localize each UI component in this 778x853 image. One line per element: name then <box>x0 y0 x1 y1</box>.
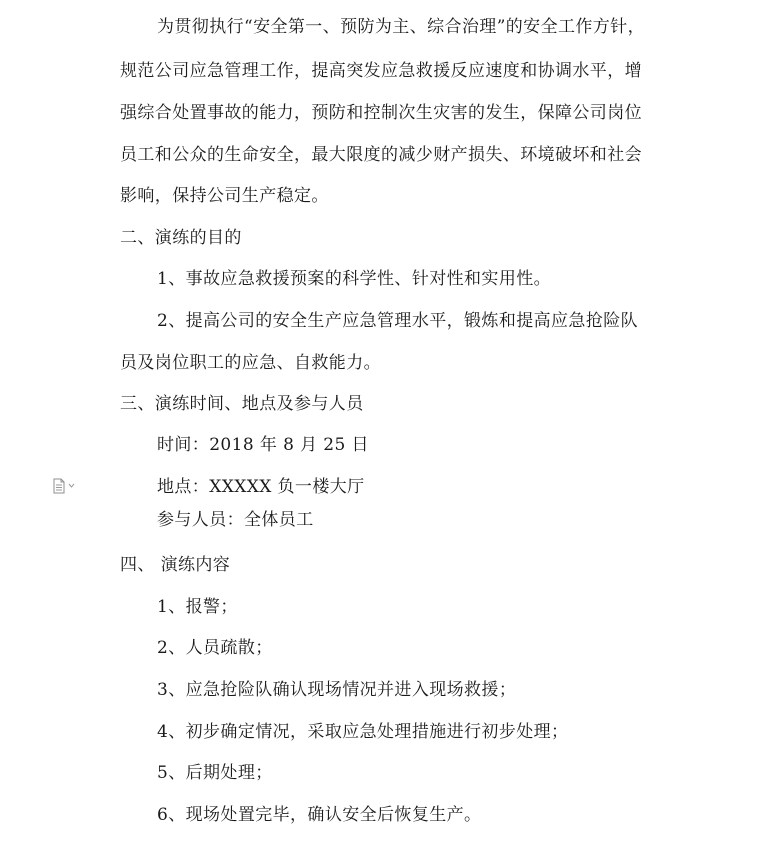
content-item-5: 5、后期处理； <box>157 763 273 783</box>
intro-line-2: 规范公司应急管理工作，提高突发应急救援反应速度和协调水平，增 <box>120 61 642 81</box>
content-item-1: 1、报警； <box>157 597 238 617</box>
section-heading-content: 四、 演练内容 <box>120 555 231 575</box>
content-item-4: 4、初步确定情况，采取应急处理措施进行初步处理； <box>157 722 569 742</box>
content-item-3: 3、应急抢险队确认现场情况并进入现场救援； <box>157 680 517 700</box>
purpose-item-2-line-1: 2、提高公司的安全生产应急管理水平，锻炼和提高应急抢险队 <box>157 311 639 331</box>
intro-line-5: 影响，保持公司生产稳定。 <box>120 186 329 206</box>
intro-line-4: 员工和公众的生命安全，最大限度的减少财产损失、环境破坏和社会 <box>120 145 642 165</box>
purpose-item-2-line-2: 员及岗位职工的应急、自救能力。 <box>120 353 381 373</box>
section-heading-purpose: 二、演练的目的 <box>120 228 242 248</box>
section-heading-time-place: 三、演练时间、地点及参与人员 <box>120 394 364 414</box>
intro-line-1: 为贯彻执行“安全第一、预防为主、综合治理”的安全工作方针， <box>157 17 645 37</box>
drill-place: 地点：XXXXX 负一楼大厅 <box>157 477 365 497</box>
content-item-6: 6、现场处置完毕，确认安全后恢复生产。 <box>157 805 482 825</box>
document-paragraph-icon[interactable] <box>52 478 78 494</box>
drill-time: 时间：2018 年 8 月 25 日 <box>157 435 369 455</box>
intro-line-3: 强综合处置事故的能力，预防和控制次生灾害的发生，保障公司岗位 <box>120 103 642 123</box>
drill-participants: 参与人员：全体员工 <box>157 510 314 530</box>
content-item-2: 2、人员疏散； <box>157 638 273 658</box>
purpose-item-1: 1、事故应急救援预案的科学性、针对性和实用性。 <box>157 269 552 289</box>
